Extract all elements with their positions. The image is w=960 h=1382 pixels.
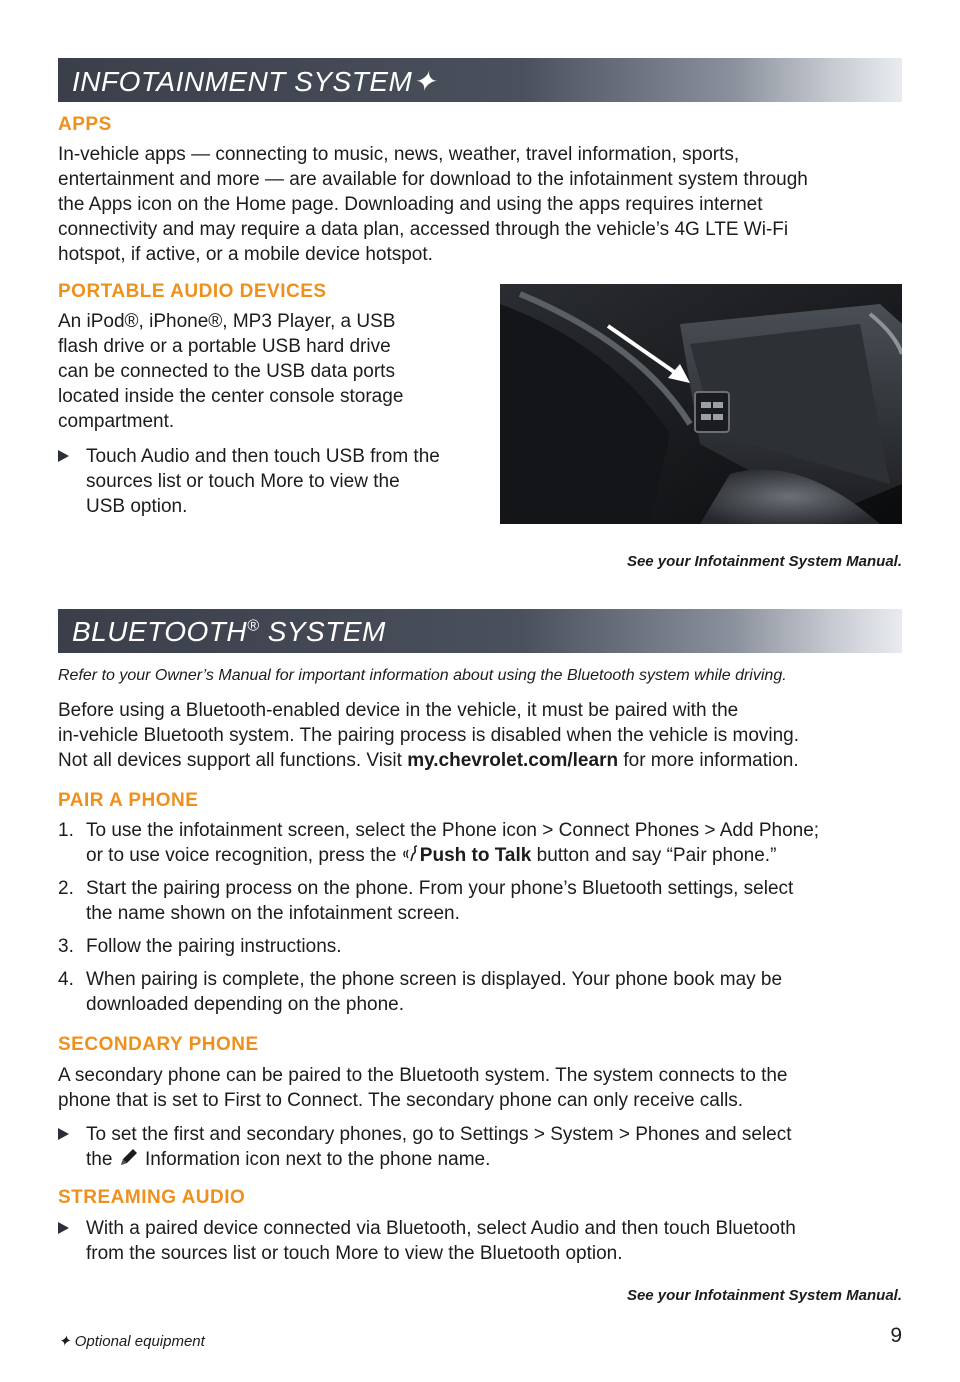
apps-paragraph — [58, 142, 902, 267]
pencil-information-icon — [118, 1147, 140, 1174]
bullet-arrow-icon — [58, 1222, 69, 1234]
pair-step-1: 1. To use the infotainment screen, select the Phone icon > Connect Phones > Add Phone; or to use voice recognition, press the Push to Talk button and say “Pair phone.” — [58, 818, 902, 868]
usb-port-photo — [500, 284, 902, 524]
portable-line: An iPod®, iPhone®, MP3 Player, a USB — [58, 311, 396, 332]
chevrolet-learn-link[interactable]: my.chevrolet.com/learn — [407, 750, 619, 771]
portable-line: can be connected to the USB data ports — [58, 361, 395, 382]
streaming-bullet: With a paired device connected via Bluetooth, select Audio and then touch Bluetooth from the sources list or touch More to view the Bluetooth option. — [58, 1216, 902, 1266]
secondary-phone-heading: SECONDARY PHONE — [58, 1034, 259, 1055]
portable-bullet-line: sources list or touch More to view the — [86, 471, 400, 492]
intro-line: Before using a Bluetooth-enabled device in the vehicle, it must be paired with the — [58, 700, 739, 721]
intro-line: in-vehicle Bluetooth system. The pairing process is disabled when the vehicle is moving. — [58, 725, 800, 746]
console-usb-illustration — [500, 284, 902, 524]
bluetooth-title: BLUETOOTH® SYSTEM — [72, 616, 386, 647]
bullet-arrow-icon — [58, 450, 69, 462]
portable-audio-paragraph — [58, 309, 488, 434]
secondary-phone-paragraph: A secondary phone can be paired to the Bluetooth system. The system connects to the phone that is set to First to Connect. The secondary phone can only receive calls. — [58, 1065, 788, 1111]
optional-equipment-note: ✦ Optional equipment — [58, 1333, 205, 1350]
portable-line: located inside the center console storage — [58, 386, 404, 407]
infotainment-title: INFOTAINMENT SYSTEM✦ — [72, 66, 437, 97]
push-to-talk-icon — [402, 845, 420, 870]
intro-line: Not all devices support all functions. Visit my.chevrolet.com/learn for more information. — [58, 750, 799, 771]
infotainment-banner — [58, 58, 902, 102]
bluetooth-refer-note: Refer to your Owner’s Manual for important information about using the Bluetooth system while driving. — [58, 667, 787, 684]
portable-audio-heading: PORTABLE AUDIO DEVICES — [58, 281, 327, 302]
portable-bullet — [58, 444, 488, 520]
apps-line: entertainment and more — are available for download to the infotainment system through — [58, 169, 808, 190]
page-number: 9 — [890, 1324, 902, 1347]
portable-line: compartment. — [58, 411, 175, 432]
portable-bullet-line: USB option. — [86, 496, 188, 517]
apps-line: In-vehicle apps — connecting to music, news, weather, travel information, sports, — [58, 144, 740, 165]
bullet-arrow-icon — [58, 1128, 69, 1140]
pair-step-2: 2. Start the pairing process on the phone. From your phone’s Bluetooth settings, select the name shown on the infotainment screen. — [58, 878, 794, 924]
bluetooth-banner — [58, 609, 902, 653]
infotainment-caption: See your Infotainment System Manual. — [626, 553, 902, 570]
apps-heading: APPS — [58, 114, 112, 135]
portable-bullet-line: Touch Audio and then touch USB from the — [86, 446, 440, 467]
pair-step-4: 4. When pairing is complete, the phone screen is displayed. Your phone book may be downloaded depending on the phone. — [58, 969, 783, 1015]
secondary-bullet: To set the first and secondary phones, go to Settings > System > Phones and select the Information icon next to the phone name. — [58, 1122, 902, 1172]
bluetooth-intro — [58, 698, 902, 773]
bluetooth-caption: See your Infotainment System Manual. — [626, 1287, 902, 1304]
apps-line: hotspot, if active, or a mobile device hotspot. — [58, 244, 433, 265]
pair-step-3: 3. Follow the pairing instructions. — [58, 936, 342, 957]
streaming-audio-heading: STREAMING AUDIO — [58, 1187, 246, 1208]
apps-line: connectivity and may require a data plan, accessed through the vehicle’s 4G LTE Wi-Fi — [58, 219, 789, 240]
portable-line: flash drive or a portable USB hard drive — [58, 336, 391, 357]
pair-phone-heading: PAIR A PHONE — [58, 790, 199, 811]
apps-line: the Apps icon on the Home page. Downloading and using the apps requires internet — [58, 194, 763, 215]
